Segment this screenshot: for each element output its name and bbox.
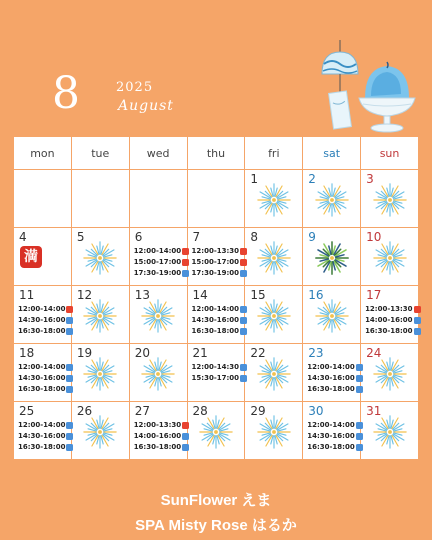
firework-icon xyxy=(255,239,293,277)
day-number: 3 xyxy=(366,172,374,186)
time-slot xyxy=(18,326,73,337)
time-slot-label: 17:30-19:00 xyxy=(133,269,182,277)
day-number: 6 xyxy=(134,230,143,244)
day-number: 15 xyxy=(250,288,266,302)
day-cell xyxy=(361,170,419,228)
time-slot-label: 16:30-18:00 xyxy=(307,443,355,451)
time-slot-label: 16:30-18:00 xyxy=(18,443,66,451)
time-slot xyxy=(192,362,247,373)
day-number: 16 xyxy=(308,288,324,302)
time-slot-label: 16:30-18:00 xyxy=(365,327,413,335)
firework-icon xyxy=(255,413,293,451)
time-slot-label: 12:00-14:00 xyxy=(307,421,355,429)
time-slot-label: 12:00-14:00 xyxy=(18,421,66,429)
time-slot xyxy=(192,257,247,268)
day-cell xyxy=(71,228,129,286)
weekday-fri: fri xyxy=(245,137,303,170)
time-slot-list xyxy=(18,420,73,453)
time-slot-label: 16:30-18:00 xyxy=(18,327,66,335)
day-number: 1 xyxy=(250,172,259,186)
fully-booked-badge: 満 xyxy=(20,246,42,268)
time-slot-label: 16:30-18:00 xyxy=(18,385,66,393)
time-slot xyxy=(134,442,189,453)
time-slot-label: 14:30-16:00 xyxy=(191,316,239,324)
time-slot-label: 15:00-17:00 xyxy=(191,258,239,266)
weekday-sun: sun xyxy=(361,137,419,170)
time-slot xyxy=(192,373,247,384)
time-slot xyxy=(134,268,189,279)
time-slot-label: 17:30-19:00 xyxy=(191,269,239,277)
time-slot xyxy=(18,304,73,315)
time-slot-label: 16:30-18:00 xyxy=(133,443,182,451)
day-number: 13 xyxy=(134,288,150,302)
calendar-week-row xyxy=(14,286,419,344)
day-number: 2 xyxy=(308,172,316,186)
weekday-mon: mon xyxy=(14,137,72,170)
day-number: 23 xyxy=(308,346,324,360)
day-cell xyxy=(14,228,72,286)
empty-day-cell xyxy=(71,170,129,228)
day-number: 8 xyxy=(250,230,259,244)
day-number: 28 xyxy=(192,404,208,418)
day-cell xyxy=(361,286,419,344)
day-cell xyxy=(303,170,361,228)
firework-icon xyxy=(371,181,409,219)
time-slot xyxy=(307,384,362,395)
weekday-header-row xyxy=(14,137,419,170)
day-number: 24 xyxy=(366,346,382,360)
time-slot-label: 15:30-17:00 xyxy=(191,374,239,382)
time-slot-label: 12:00-14:00 xyxy=(18,305,66,313)
time-slot-label: 12:00-13:30 xyxy=(133,421,182,429)
day-cell xyxy=(129,286,187,344)
time-slot-label: 12:00-13:30 xyxy=(365,305,413,313)
weekday-thu: thu xyxy=(187,137,245,170)
day-number: 5 xyxy=(76,230,85,244)
day-number: 10 xyxy=(366,230,382,244)
wind-chime-icon xyxy=(316,40,362,136)
firework-icon xyxy=(81,239,119,277)
weekday-wed: wed xyxy=(129,137,187,170)
time-slot-label: 14:30-16:00 xyxy=(307,374,355,382)
time-slot xyxy=(192,326,247,337)
firework-icon xyxy=(81,355,119,393)
time-slot xyxy=(134,420,189,431)
time-slot xyxy=(134,431,189,442)
empty-day-cell xyxy=(187,170,245,228)
time-slot-label: 14:00-16:00 xyxy=(133,432,182,440)
day-number: 11 xyxy=(19,288,35,302)
time-slot-label: 12:00-13:30 xyxy=(191,247,239,255)
time-slot xyxy=(18,315,73,326)
day-number: 9 xyxy=(308,230,316,244)
day-cell xyxy=(245,286,303,344)
day-cell xyxy=(14,344,72,402)
time-slot-label: 15:00-17:00 xyxy=(133,258,182,266)
firework-icon xyxy=(255,297,293,335)
green-firework-icon xyxy=(313,239,351,277)
time-slot xyxy=(307,431,362,442)
firework-icon xyxy=(139,297,177,335)
firework-icon xyxy=(371,239,409,277)
firework-icon xyxy=(313,181,351,219)
day-cell xyxy=(71,286,129,344)
time-slot-label: 12:00-14:30 xyxy=(191,363,239,371)
time-slot-label: 14:30-16:00 xyxy=(18,316,66,324)
staff-name-2: SPA Misty Rose はるか xyxy=(135,517,297,534)
calendar-header xyxy=(0,0,432,138)
calendar-week-row xyxy=(14,170,419,228)
time-slot xyxy=(307,442,362,453)
time-slot-list xyxy=(134,420,189,453)
day-cell xyxy=(361,402,419,460)
day-number: 21 xyxy=(192,346,208,360)
day-cell xyxy=(71,402,129,460)
calendar-week-row xyxy=(14,344,419,402)
time-slot xyxy=(365,304,420,315)
day-number: 4 xyxy=(19,230,27,244)
time-slot-list xyxy=(18,362,73,395)
day-cell xyxy=(245,344,303,402)
time-slot xyxy=(18,442,73,453)
day-number: 31 xyxy=(366,404,382,418)
time-slot-label: 12:00-14:00 xyxy=(133,247,182,255)
time-slot xyxy=(192,315,247,326)
day-cell xyxy=(71,344,129,402)
time-slot-label: 12:00-14:00 xyxy=(307,363,355,371)
time-slot-list xyxy=(307,362,362,395)
month-number: 8 xyxy=(52,68,80,119)
time-slot xyxy=(192,246,247,257)
time-slot xyxy=(18,431,73,442)
day-cell xyxy=(245,228,303,286)
day-number: 7 xyxy=(192,230,201,244)
firework-icon xyxy=(197,413,235,451)
time-slot-list xyxy=(192,362,247,384)
time-slot xyxy=(134,257,189,268)
weekday-sat: sat xyxy=(303,137,361,170)
time-slot-list xyxy=(134,246,189,279)
time-slot-list xyxy=(18,304,73,337)
month-name: August xyxy=(118,98,174,114)
day-number: 26 xyxy=(76,404,93,418)
time-slot xyxy=(307,420,362,431)
time-slot xyxy=(18,373,73,384)
time-slot xyxy=(307,373,362,384)
day-cell xyxy=(303,344,361,402)
time-slot xyxy=(365,315,420,326)
slot-open-icon xyxy=(414,317,421,324)
day-number: 29 xyxy=(250,404,266,418)
year-label: 2025 xyxy=(116,80,154,95)
time-slot-label: 14:30-16:00 xyxy=(18,374,66,382)
day-number: 14 xyxy=(192,288,208,302)
time-slot-label: 14:30-16:00 xyxy=(307,432,355,440)
day-cell xyxy=(187,228,245,286)
day-cell xyxy=(245,170,303,228)
time-slot xyxy=(18,420,73,431)
calendar-week-row xyxy=(14,228,419,286)
time-slot xyxy=(192,304,247,315)
time-slot-list xyxy=(365,304,420,337)
day-cell xyxy=(129,402,187,460)
firework-icon xyxy=(371,413,409,451)
day-cell xyxy=(303,228,361,286)
time-slot xyxy=(307,362,362,373)
time-slot-list xyxy=(192,246,247,279)
time-slot-label: 12:00-14:00 xyxy=(18,363,66,371)
empty-day-cell xyxy=(14,170,72,228)
time-slot xyxy=(18,362,73,373)
day-cell xyxy=(187,344,245,402)
time-slot-label: 14:00-16:00 xyxy=(365,316,413,324)
slot-open-icon xyxy=(414,328,421,335)
day-number: 20 xyxy=(134,346,150,360)
firework-icon xyxy=(81,413,119,451)
staff-name-1: SunFlower えま xyxy=(160,492,272,509)
time-slot-label: 16:30-18:00 xyxy=(191,327,239,335)
day-number: 25 xyxy=(19,404,35,418)
time-slot-label: 14:30-16:00 xyxy=(18,432,66,440)
firework-icon xyxy=(371,355,409,393)
firework-icon xyxy=(255,181,293,219)
time-slot-list xyxy=(307,420,362,453)
day-number: 30 xyxy=(308,404,324,418)
time-slot-list xyxy=(192,304,247,337)
time-slot-label: 16:30-18:00 xyxy=(307,385,355,393)
day-cell xyxy=(187,286,245,344)
calendar-week-row xyxy=(14,402,419,460)
day-cell xyxy=(187,402,245,460)
time-slot xyxy=(192,268,247,279)
day-cell xyxy=(245,402,303,460)
day-number: 12 xyxy=(76,288,93,302)
day-number: 27 xyxy=(134,404,150,418)
day-cell xyxy=(129,344,187,402)
shaved-ice-icon xyxy=(357,58,417,136)
weekday-tue: tue xyxy=(71,137,129,170)
day-number: 22 xyxy=(250,346,266,360)
day-number: 17 xyxy=(366,288,382,302)
firework-icon xyxy=(255,355,293,393)
firework-icon xyxy=(139,355,177,393)
day-cell xyxy=(303,286,361,344)
day-cell xyxy=(14,286,72,344)
time-slot xyxy=(134,246,189,257)
day-cell xyxy=(303,402,361,460)
firework-icon xyxy=(81,297,119,335)
firework-icon xyxy=(313,297,351,335)
day-number: 18 xyxy=(19,346,35,360)
time-slot xyxy=(365,326,420,337)
day-cell xyxy=(361,344,419,402)
time-slot-label: 12:00-14:00 xyxy=(191,305,239,313)
day-cell xyxy=(129,228,187,286)
time-slot xyxy=(18,384,73,395)
slot-full-icon xyxy=(414,306,421,313)
empty-day-cell xyxy=(129,170,187,228)
calendar-grid xyxy=(13,136,419,460)
day-cell xyxy=(361,228,419,286)
day-cell xyxy=(14,402,72,460)
day-number: 19 xyxy=(76,346,93,360)
